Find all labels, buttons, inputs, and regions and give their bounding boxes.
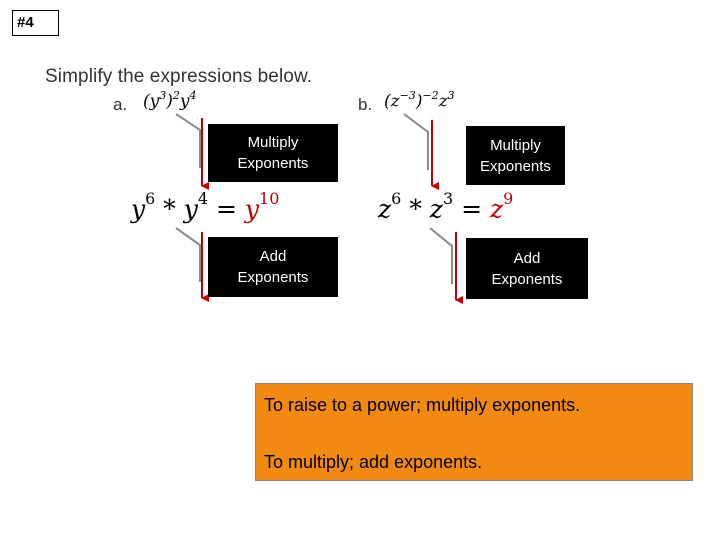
equals: = xyxy=(215,194,237,224)
answer-exponent: 10 xyxy=(259,189,280,208)
exponent: 3 xyxy=(442,189,454,208)
arrow-a1-bracket xyxy=(176,114,200,168)
box-line: Exponents xyxy=(237,155,309,172)
base: z xyxy=(429,194,443,224)
arrow-b1-bracket xyxy=(404,114,428,170)
slide-number: #4 xyxy=(12,10,59,36)
base: y xyxy=(179,91,190,112)
operator: * xyxy=(163,194,176,224)
paren-close: ) xyxy=(415,91,423,112)
add-exponents-box-a xyxy=(208,237,338,297)
exponent: 6 xyxy=(145,189,156,208)
outer-exponent: 2 xyxy=(172,89,180,102)
arrow-b2-bracket xyxy=(430,228,452,284)
instructions-text: Simplify the expressions below. xyxy=(45,66,313,87)
box-line: Multiply xyxy=(247,134,299,151)
summary-box xyxy=(255,383,693,481)
base: z xyxy=(438,91,448,112)
base: y xyxy=(131,194,146,224)
base: z xyxy=(378,194,392,224)
arrow-a2-bracket xyxy=(176,228,200,282)
answer-exponent: 9 xyxy=(503,189,514,208)
paren-open: ( xyxy=(143,91,150,112)
operator: * xyxy=(409,194,422,224)
problem-a-result xyxy=(131,189,280,224)
problem-a-label: a. xyxy=(113,95,128,114)
exponent: 3 xyxy=(447,89,455,102)
paren-close: ) xyxy=(166,91,173,112)
base: z xyxy=(390,91,400,112)
inner-exponent: 3 xyxy=(159,89,167,102)
box-line: Exponents xyxy=(237,269,309,286)
box-line: Add xyxy=(259,248,287,265)
problem-b-label: b. xyxy=(358,95,373,114)
box-line: Multiply xyxy=(490,136,541,154)
multiply-exponents-box-b xyxy=(466,126,565,185)
equals: = xyxy=(461,194,483,224)
base: y xyxy=(149,91,160,112)
exponent: 4 xyxy=(189,89,197,102)
answer-base: y xyxy=(244,194,260,224)
outer-exponent: −2 xyxy=(422,89,439,102)
exponent: 6 xyxy=(391,189,402,208)
summary-line-2: To multiply; add exponents. xyxy=(264,452,483,472)
exponent: 4 xyxy=(197,189,209,208)
add-exponents-box-b xyxy=(466,238,588,299)
box-line: Add xyxy=(513,249,541,267)
base: y xyxy=(183,194,198,224)
problem-b-result xyxy=(378,189,514,224)
inner-exponent: −3 xyxy=(399,89,416,102)
paren-open: ( xyxy=(384,91,391,112)
box-line: Exponents xyxy=(480,157,551,175)
multiply-exponents-box-a xyxy=(208,124,338,182)
summary-line-1: To raise to a power; multiply exponents. xyxy=(264,395,581,415)
answer-base: z xyxy=(489,194,504,224)
box-line: Exponents xyxy=(491,270,563,288)
